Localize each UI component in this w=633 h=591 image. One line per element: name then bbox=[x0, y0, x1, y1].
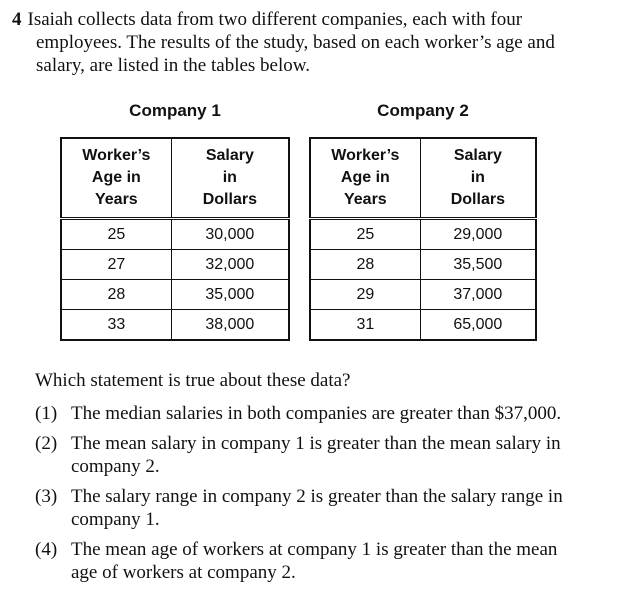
age-cell: 31 bbox=[310, 310, 420, 341]
company-2-title: Company 2 bbox=[377, 101, 469, 120]
question-prompt: Which statement is true about these data? bbox=[35, 370, 351, 391]
age-cell: 28 bbox=[310, 250, 420, 280]
choice-text: company 1. bbox=[71, 509, 160, 530]
header-line: Salary bbox=[205, 147, 254, 164]
salary-cell: 65,000 bbox=[420, 310, 536, 341]
answer-choices bbox=[35, 402, 605, 591]
choice-marker: (2) bbox=[35, 433, 58, 454]
choice-text: The median salaries in both companies are greater than $37,000. bbox=[71, 403, 562, 424]
question-number: 4 bbox=[12, 9, 22, 30]
question-intro bbox=[12, 8, 612, 77]
answer-choice-4[interactable] bbox=[35, 538, 605, 584]
choice-text: company 2. bbox=[71, 456, 160, 477]
header-line: Age in bbox=[340, 169, 390, 186]
choice-text: The mean salary in company 1 is greater than the mean salary in bbox=[71, 433, 561, 454]
table-header-row bbox=[310, 138, 536, 219]
company-1-title: Company 1 bbox=[129, 101, 221, 120]
table-row bbox=[61, 250, 289, 280]
header-line: Age in bbox=[91, 169, 141, 186]
table-row bbox=[310, 219, 536, 250]
answer-choice-2[interactable] bbox=[35, 432, 605, 478]
header-line: in bbox=[470, 169, 485, 186]
choice-text: The mean age of workers at company 1 is greater than the mean bbox=[71, 539, 558, 560]
intro-line bbox=[12, 8, 612, 31]
column-header-age bbox=[61, 138, 171, 219]
age-cell: 25 bbox=[61, 219, 171, 250]
table-row bbox=[310, 310, 536, 341]
answer-choice-1[interactable] bbox=[35, 402, 605, 425]
salary-cell: 30,000 bbox=[171, 219, 289, 250]
intro-line: salary, are listed in the tables below. bbox=[36, 55, 310, 76]
salary-cell: 29,000 bbox=[420, 219, 536, 250]
table-row bbox=[61, 219, 289, 250]
header-line: Dollars bbox=[450, 191, 505, 208]
header-line: Dollars bbox=[202, 191, 257, 208]
answer-choice-3[interactable] bbox=[35, 485, 605, 531]
intro-line: employees. The results of the study, based on each worker’s age and bbox=[36, 32, 555, 53]
table-row bbox=[61, 280, 289, 310]
header-line: Worker’s bbox=[82, 147, 151, 164]
column-header-salary bbox=[420, 138, 536, 219]
salary-cell: 35,000 bbox=[171, 280, 289, 310]
salary-cell: 37,000 bbox=[420, 280, 536, 310]
salary-cell: 35,500 bbox=[420, 250, 536, 280]
column-header-salary bbox=[171, 138, 289, 219]
company-1-table bbox=[60, 137, 290, 341]
salary-cell: 32,000 bbox=[171, 250, 289, 280]
salary-cell: 38,000 bbox=[171, 310, 289, 341]
age-cell: 25 bbox=[310, 219, 420, 250]
table-row bbox=[61, 310, 289, 341]
header-line: in bbox=[222, 169, 237, 186]
table-header-row bbox=[61, 138, 289, 219]
column-header-age bbox=[310, 138, 420, 219]
header-line: Years bbox=[343, 191, 387, 208]
table-row bbox=[310, 280, 536, 310]
age-cell: 29 bbox=[310, 280, 420, 310]
header-line: Salary bbox=[453, 147, 502, 164]
company-2-table bbox=[309, 137, 537, 341]
choice-text: The salary range in company 2 is greater than the salary range in bbox=[71, 486, 563, 507]
age-cell: 28 bbox=[61, 280, 171, 310]
age-cell: 27 bbox=[61, 250, 171, 280]
age-cell: 33 bbox=[61, 310, 171, 341]
choice-text: age of workers at company 2. bbox=[71, 562, 296, 583]
intro-text-1: Isaiah collects data from two different companies, each with four bbox=[27, 9, 523, 30]
table-row bbox=[310, 250, 536, 280]
choice-marker: (4) bbox=[35, 539, 58, 560]
choice-marker: (3) bbox=[35, 486, 58, 507]
header-line: Years bbox=[94, 191, 138, 208]
choice-marker: (1) bbox=[35, 403, 58, 424]
header-line: Worker’s bbox=[331, 147, 400, 164]
